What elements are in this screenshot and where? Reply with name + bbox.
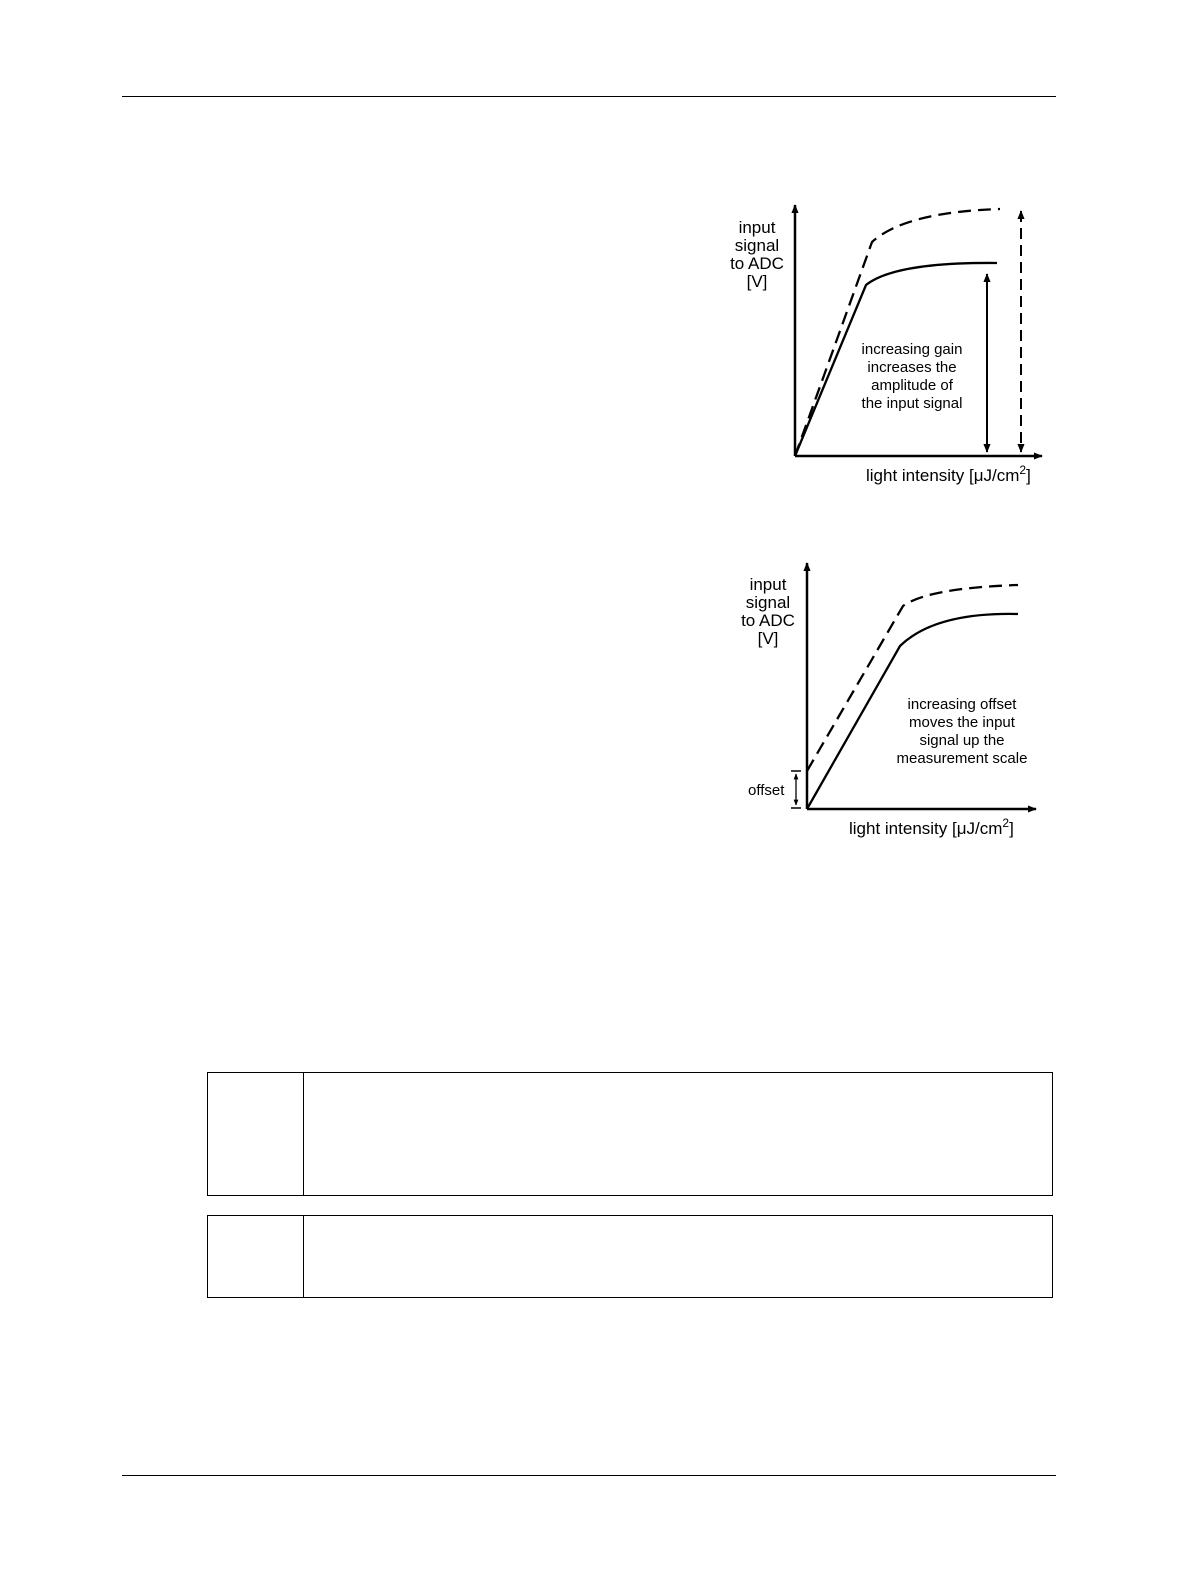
svg-text:amplitude of: amplitude of [871, 377, 953, 394]
svg-text:increasing offset: increasing offset [907, 696, 1017, 713]
svg-text:[V]: [V] [757, 629, 779, 648]
svg-text:moves the input: moves the input [909, 714, 1015, 731]
offset-figure [730, 555, 1050, 850]
note-text-cell [304, 1073, 1052, 1195]
svg-text:signal up the: signal up the [919, 732, 1005, 749]
note-icon-cell [208, 1073, 304, 1195]
note-text-cell [304, 1216, 1052, 1297]
offset-x-label: light intensity $[\mu J/cm^2]$ [849, 816, 1014, 838]
svg-text:signal: signal [734, 236, 780, 255]
svg-text:[V]: [V] [746, 272, 768, 291]
svg-text:increasing gain: increasing gain [861, 341, 963, 358]
offset-label: offset [748, 782, 785, 799]
note-box [207, 1215, 1053, 1298]
gain-y-label [730, 218, 784, 291]
svg-text:measurement scale: measurement scale [896, 750, 1028, 767]
svg-text:signal: signal [745, 593, 791, 612]
gain-dashed-curve [795, 209, 1000, 456]
offset-y-label [741, 575, 795, 648]
footer-rule [122, 1475, 1056, 1476]
svg-text:to ADC: to ADC [730, 254, 784, 273]
note-icon-cell [208, 1216, 304, 1297]
svg-text:increases the: increases the [867, 359, 957, 376]
note-box [207, 1072, 1053, 1196]
header-rule [122, 96, 1056, 97]
gain-x-label: light intensity $[\mu J/cm^2]$ [866, 463, 1031, 485]
svg-text:to ADC: to ADC [741, 611, 795, 630]
gain-figure [700, 195, 1060, 495]
gain-annotation [862, 341, 963, 412]
svg-text:input: input [738, 218, 776, 237]
svg-text:the input signal: the input signal [861, 395, 963, 412]
offset-annotation [897, 696, 1028, 767]
svg-text:input: input [749, 575, 787, 594]
